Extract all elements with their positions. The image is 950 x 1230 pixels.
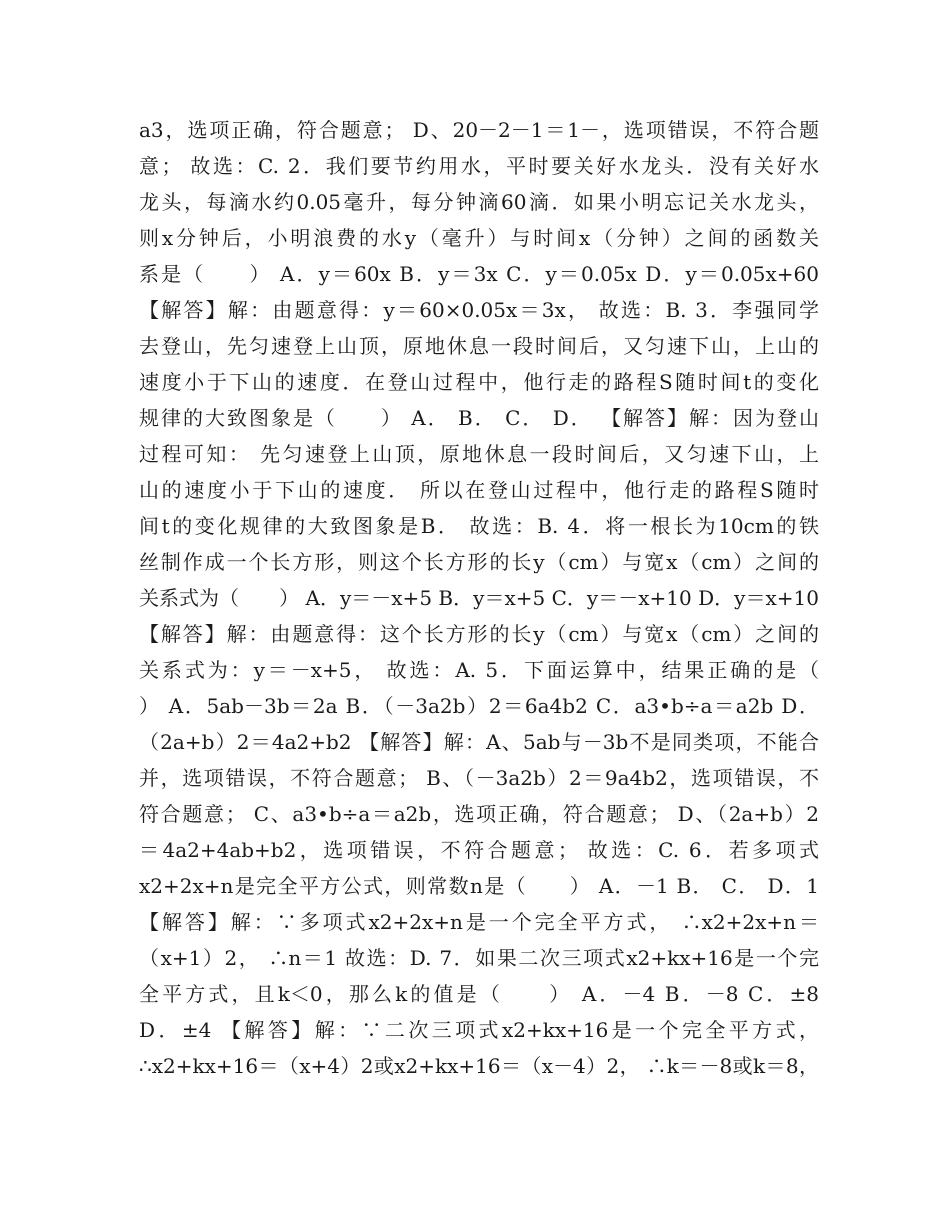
- text-line: ） A．5ab－3b＝2a B．（－3a2b）2＝6a4b2 C．a3•b÷a＝a2b D．: [139, 694, 819, 718]
- text-line: 【解答】解：由题意得：y＝60×0.05x＝3x， 故选：B. 3．李强同学: [139, 298, 819, 322]
- text-line: 意； 故选：C. 2．我们要节约用水，平时要关好水龙头．没有关好水: [139, 154, 819, 178]
- text-line: ＝4a2+4ab+b2，选项错误，不符合题意； 故选：C. 6．若多项式: [139, 838, 819, 862]
- text-line: ∴x2+kx+16＝（x+4）2或x2+kx+16＝（x－4）2， ∴k＝－8或k＝8，: [139, 1054, 819, 1078]
- text-line: x2+2x+n是完全平方公式，则常数n是（ ） A．－1 B． C． D．1: [139, 874, 819, 898]
- text-line: 【解答】解：∵多项式x2+2x+n是一个完全平方式， ∴x2+2x+n＝: [139, 910, 819, 934]
- text-line: 则x分钟后，小明浪费的水y（毫升）与时间x（分钟）之间的函数关: [139, 226, 819, 250]
- text-line: 山的速度小于下山的速度． 所以在登山过程中，他行走的路程S随时: [139, 478, 819, 502]
- text-line: a3，选项正确，符合题意； D、20－2－1＝1－，选项错误，不符合题: [139, 118, 819, 142]
- text-line: 丝制作成一个长方形，则这个长方形的长y（cm）与宽x（cm）之间的: [139, 550, 819, 574]
- text-line: 符合题意； C、a3•b÷a＝a2b，选项正确，符合题意； D、（2a+b）2: [139, 802, 819, 826]
- text-line: 间t的变化规律的大致图象是B． 故选：B. 4．将一根长为10cm的铁: [139, 514, 819, 538]
- text-line: 系是（ ） A．y＝60x B．y＝3x C．y＝0.05x D．y＝0.05x+60: [139, 262, 819, 286]
- text-line: 速度小于下山的速度．在登山过程中，他行走的路程S随时间t的变化: [139, 370, 819, 394]
- text-line: 过程可知： 先匀速登上山顶，原地休息一段时间后，又匀速下山，上: [139, 442, 819, 466]
- text-line: 全平方式，且k＜0，那么k的值是（ ） A．－4 B．－8 C．±8: [139, 982, 819, 1006]
- text-line: 关系式为：y＝－x+5， 故选：A. 5．下面运算中，结果正确的是（: [139, 658, 819, 682]
- text-line: （2a+b）2＝4a2+b2 【解答】解：A、5ab与－3b不是同类项，不能合: [139, 730, 819, 754]
- text-line: 【解答】解：由题意得：这个长方形的长y（cm）与宽x（cm）之间的: [139, 622, 819, 646]
- text-line: 关系式为（ ） A．y＝－x+5 B．y＝x+5 C．y＝－x+10 D．y＝x+10: [139, 586, 819, 610]
- text-line: 去登山，先匀速登上山顶，原地休息一段时间后，又匀速下山，上山的: [139, 334, 819, 358]
- text-line: 规律的大致图象是（ ） A． B． C． D． 【解答】解：因为登山: [139, 406, 819, 430]
- text-line: （x+1）2， ∴n＝1 故选：D. 7．如果二次三项式x2+kx+16是一个完: [139, 946, 819, 970]
- text-line: 并，选项错误，不符合题意； B、（－3a2b）2＝9a4b2，选项错误，不: [139, 766, 819, 790]
- text-line: D．±4 【解答】解：∵二次三项式x2+kx+16是一个完全平方式，: [139, 1018, 819, 1042]
- text-line: 龙头，每滴水约0.05毫升，每分钟滴60滴．如果小明忘记关水龙头，: [139, 190, 819, 214]
